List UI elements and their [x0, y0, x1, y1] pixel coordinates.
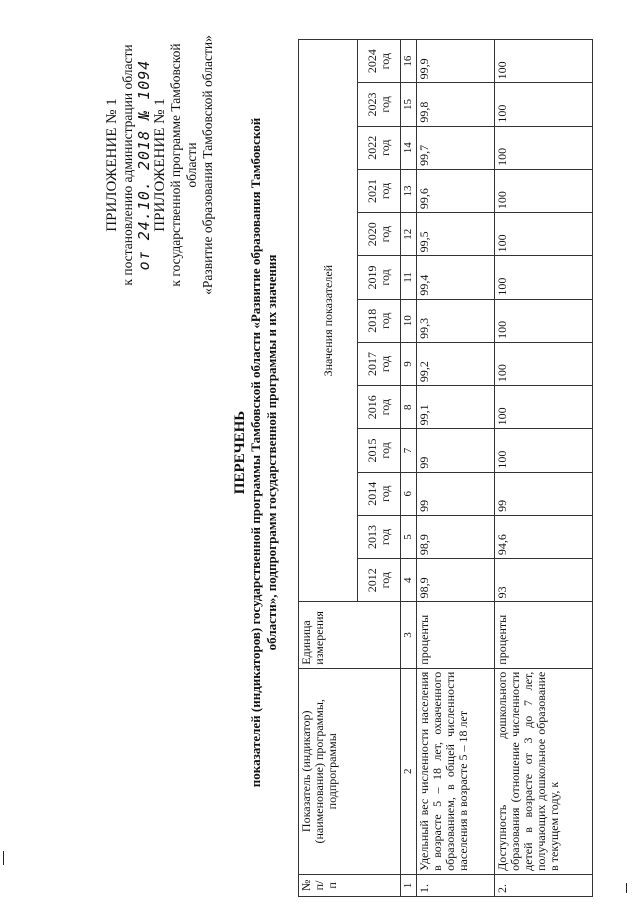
value-cell: 99,1	[417, 386, 495, 429]
value-cell: 100	[495, 386, 593, 429]
indicators-table	[298, 39, 593, 897]
year-header: 2024 год	[358, 40, 401, 83]
column-number: 4	[401, 559, 417, 602]
value-cell: 99	[495, 472, 593, 515]
table-header-row	[299, 40, 358, 897]
column-number: 2	[401, 668, 417, 874]
value-cell: 99,4	[417, 256, 495, 299]
value-cell: 99,8	[417, 83, 495, 126]
column-number: 16	[401, 40, 417, 83]
indicator-name: Доступность дошкольного образования (отношение численности детей в возрасте от 3 до 7 лет, получающих дошкольное образование в текущем году, к	[495, 668, 593, 874]
handwritten-date: от 24.10. 2018 № 1094	[135, 59, 153, 271]
column-number: 10	[401, 299, 417, 342]
value-cell: 99,2	[417, 342, 495, 385]
column-number: 3	[401, 602, 417, 668]
year-header: 2015 год	[358, 429, 401, 472]
col-unit-header: Единица измерения	[299, 602, 401, 668]
value-cell: 99,6	[417, 169, 495, 212]
scan-mark	[3, 851, 4, 865]
value-cell: 100	[495, 342, 593, 385]
numbering-row	[401, 40, 417, 897]
value-cell: 100	[495, 299, 593, 342]
value-cell: 99,9	[417, 40, 495, 83]
year-header: 2017 год	[358, 342, 401, 385]
row-number: 1.	[417, 874, 495, 896]
value-cell: 100	[495, 83, 593, 126]
year-header: 2020 год	[358, 213, 401, 256]
value-cell: 99,7	[417, 126, 495, 169]
program-ref: к государственной программе Тамбовской области	[168, 43, 199, 287]
year-header: 2013 год	[358, 515, 401, 558]
column-number: 14	[401, 126, 417, 169]
row-number: 2.	[495, 874, 593, 896]
column-number: 8	[401, 386, 417, 429]
column-number: 12	[401, 213, 417, 256]
year-header: 2022 год	[358, 126, 401, 169]
resolution-ref: к постановлению администрации области	[120, 44, 135, 286]
appendix-label: ПРИЛОЖЕНИЕ № 1	[104, 98, 120, 232]
value-cell: 100	[495, 126, 593, 169]
value-cell: 100	[495, 40, 593, 83]
value-cell: 99,5	[417, 213, 495, 256]
value-cell: 93	[495, 559, 593, 602]
scan-mark	[626, 883, 627, 893]
column-number: 11	[401, 256, 417, 299]
value-cell: 98,9	[417, 515, 495, 558]
year-header: 2012 год	[358, 559, 401, 602]
year-header: 2023 год	[358, 83, 401, 126]
title-main: ПЕРЕЧЕНЬ	[232, 410, 248, 495]
table-row	[495, 40, 593, 897]
value-cell: 100	[495, 169, 593, 212]
indicator-name: Удельный вес численности населения в возрасте 5 – 18 лет, охваченного образованием, в общей численности населения в возрасте 5 – 18 лет	[417, 668, 495, 874]
value-cell: 100	[495, 429, 593, 472]
title-sub-1: показателей (индикаторов) государственной программы Тамбовской области «Развитие образования Тамбовской	[248, 117, 263, 788]
col-indicator-header: Показатель (индикатор) (наименование) программы, подпрограммы	[299, 668, 401, 874]
year-header: 2014 год	[358, 472, 401, 515]
unit-cell: проценты	[495, 602, 593, 668]
value-cell: 100	[495, 256, 593, 299]
value-cell: 99,3	[417, 299, 495, 342]
value-cell: 98,9	[417, 559, 495, 602]
appendix-header	[104, 25, 216, 305]
unit-cell: проценты	[417, 602, 495, 668]
appendix-label-2: ПРИЛОЖЕНИЕ № 1	[152, 98, 168, 232]
program-name: «Развитие образования Тамбовской области»	[200, 35, 215, 295]
column-number: 15	[401, 83, 417, 126]
year-header: 2016 год	[358, 386, 401, 429]
document-title	[232, 20, 280, 885]
table-row	[417, 40, 495, 897]
value-cell: 99	[417, 429, 495, 472]
col-values-header: Значения показателей	[299, 40, 358, 602]
value-cell: 100	[495, 213, 593, 256]
col-no-header: № п/п	[299, 874, 401, 896]
column-number: 6	[401, 472, 417, 515]
year-header: 2019 год	[358, 256, 401, 299]
column-number: 7	[401, 429, 417, 472]
column-number: 5	[401, 515, 417, 558]
column-number: 13	[401, 169, 417, 212]
year-header: 2021 год	[358, 169, 401, 212]
column-number: 9	[401, 342, 417, 385]
value-cell: 99	[417, 472, 495, 515]
value-cell: 94,6	[495, 515, 593, 558]
column-number: 1	[401, 874, 417, 896]
year-header: 2018 год	[358, 299, 401, 342]
title-sub-2: области», подпрограмм государственной программы и их значения	[264, 254, 279, 651]
